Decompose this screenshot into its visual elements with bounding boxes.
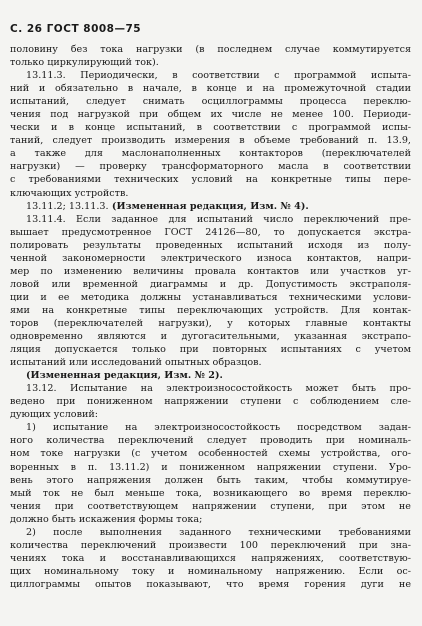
text-line xyxy=(10,461,411,474)
paragraph xyxy=(10,421,411,525)
text-line xyxy=(10,200,411,213)
line-text: должно быть искажения формы тока; xyxy=(10,513,203,525)
text-line xyxy=(10,408,411,421)
amendment-note: (Измененная редакция, Изм. № 4). xyxy=(108,200,309,212)
line-text: с требованиями технических условий на конкретные типы пере- xyxy=(10,174,411,186)
line-text: ляция допускается только при повторных испытаниях с учетом xyxy=(10,344,411,356)
paragraph xyxy=(10,382,411,421)
text-line xyxy=(10,160,411,173)
text-line xyxy=(10,226,411,239)
line-text: испытаний, следует снимать осциллограммы процесса переклю- xyxy=(10,96,411,108)
line-text: ведено при пониженном напряжении ступени с соблюдением сле- xyxy=(10,396,411,408)
text-line xyxy=(10,526,411,539)
text-line xyxy=(10,56,411,69)
text-line xyxy=(10,330,411,343)
text-line xyxy=(10,474,411,487)
text-line xyxy=(10,134,411,147)
document-body xyxy=(10,43,411,591)
line-text: а также для маслонаполненных контакторов (переключателей xyxy=(10,148,411,160)
text-line xyxy=(10,552,411,565)
text-line xyxy=(10,395,411,408)
line-text: вышает предусмотренное ГОСТ 24126—80, то допускается экстра- xyxy=(10,226,411,238)
line-text: чески и в конце испытаний, в соответствии с программой испы- xyxy=(10,122,411,134)
paragraph xyxy=(10,43,411,69)
line-text: количества переключений произвести 100 переключений при зна- xyxy=(10,539,411,551)
text-line xyxy=(10,356,411,369)
line-text: нагрузки) — проверку трансформаторного масла в соответствии xyxy=(10,161,411,173)
paragraph xyxy=(10,213,411,370)
amendment-note: (Измененная редакция, Изм. № 2). xyxy=(26,370,223,382)
line-text: ями на конкретные типы переключающих устройств. Для контак- xyxy=(10,304,411,316)
line-text: 13.11.4. Если заданное для испытаний число переключений пре- xyxy=(26,213,411,225)
text-line xyxy=(10,421,411,434)
line-text: воренных в п. 13.11.2) и пониженном напряжении ступени. Уро- xyxy=(10,461,411,473)
line-text: ного количества переключений следует проводить при номиналь- xyxy=(10,435,411,447)
line-text: таний, следует производить измерения в объеме требований п. 13.9, xyxy=(10,135,411,147)
text-line xyxy=(10,500,411,513)
line-text: ном токе нагрузки (с учетом особенностей схемы устройства, ого- xyxy=(10,448,411,460)
text-line xyxy=(10,447,411,460)
text-line xyxy=(10,291,411,304)
line-text: чения при соответствующем напряжении ступени, при этом не xyxy=(10,500,411,512)
line-text: половину без тока нагрузки (в последнем случае коммутируется xyxy=(10,44,411,55)
text-line xyxy=(10,304,411,317)
line-text: торов (переключателей нагрузки), у которых главные контакты xyxy=(10,317,411,329)
line-text: полировать результаты проведенных испытаний исходя из полу- xyxy=(10,239,411,251)
paragraph xyxy=(10,69,411,199)
line-text: 13.12. Испытание на электроизносостойкость может быть про- xyxy=(26,383,411,395)
page-header: С. 26 ГОСТ 8008—75 xyxy=(10,23,142,35)
text-line xyxy=(10,43,411,56)
line-text: ловой или временной диаграммы и др. Допустимость экстраполя- xyxy=(10,278,411,290)
text-line xyxy=(10,213,411,226)
paragraph xyxy=(10,369,411,382)
line-text: ний и обязательно в начале, в конце и на промежуточной стадии xyxy=(10,83,411,95)
text-line xyxy=(10,539,411,552)
text-line xyxy=(10,239,411,252)
line-text: ции и ее методика должны устанавливаться техническими услови- xyxy=(10,291,411,303)
text-line xyxy=(10,147,411,160)
line-text: дующих условий: xyxy=(10,409,98,421)
line-text: циллограммы опытов показывают, что время горения дуги не xyxy=(10,578,411,590)
line-text: ченной закономерности электрического износа контактов, напри- xyxy=(10,252,411,264)
text-line xyxy=(10,369,411,382)
text-line xyxy=(10,434,411,447)
text-line xyxy=(10,95,411,108)
line-text: испытаний или исследований опытных образцов. xyxy=(10,357,262,369)
line-text: 13.11.2; 13.11.3. xyxy=(26,200,109,212)
text-line xyxy=(10,317,411,330)
paragraph xyxy=(10,526,411,591)
text-line xyxy=(10,487,411,500)
line-text: одновременно являются и дугогасительными, указанная экстрапо- xyxy=(10,331,411,343)
text-line xyxy=(10,173,411,186)
line-text: только циркулирующий ток). xyxy=(10,57,159,69)
text-line xyxy=(10,278,411,291)
line-text: мый ток не был меньше тока, возникающего во время переклю- xyxy=(10,487,411,499)
line-text: щих номинальному току и номинальному напряжению. Если ос- xyxy=(10,565,411,577)
text-line xyxy=(10,82,411,95)
text-line xyxy=(10,382,411,395)
line-text: мер по изменению величины провала контактов или участков уг- xyxy=(10,265,411,277)
line-text: 13.11.3. Периодически, в соответствии с программой испыта- xyxy=(26,70,411,82)
text-line xyxy=(10,187,411,200)
paragraph xyxy=(10,200,411,213)
text-line xyxy=(10,252,411,265)
text-line xyxy=(10,265,411,278)
text-line xyxy=(10,108,411,121)
text-line xyxy=(10,69,411,82)
line-text: чениях тока и восстанавливающихся напряжениях, соответствую- xyxy=(10,552,411,564)
text-line xyxy=(10,343,411,356)
line-text: 2) после выполнения заданного техническими требованиями xyxy=(26,526,411,538)
text-line xyxy=(10,578,411,591)
line-text: чения под нагрузкой при общем их числе не менее 100. Периоди- xyxy=(10,109,411,121)
line-text: ключающих устройств. xyxy=(10,187,129,199)
text-line xyxy=(10,513,411,526)
text-line xyxy=(10,121,411,134)
line-text: вень этого напряжения должен быть таким, чтобы коммутируе- xyxy=(10,474,411,486)
text-line xyxy=(10,565,411,578)
line-text: 1) испытание на электроизносостойкость посредством задан- xyxy=(26,422,411,434)
